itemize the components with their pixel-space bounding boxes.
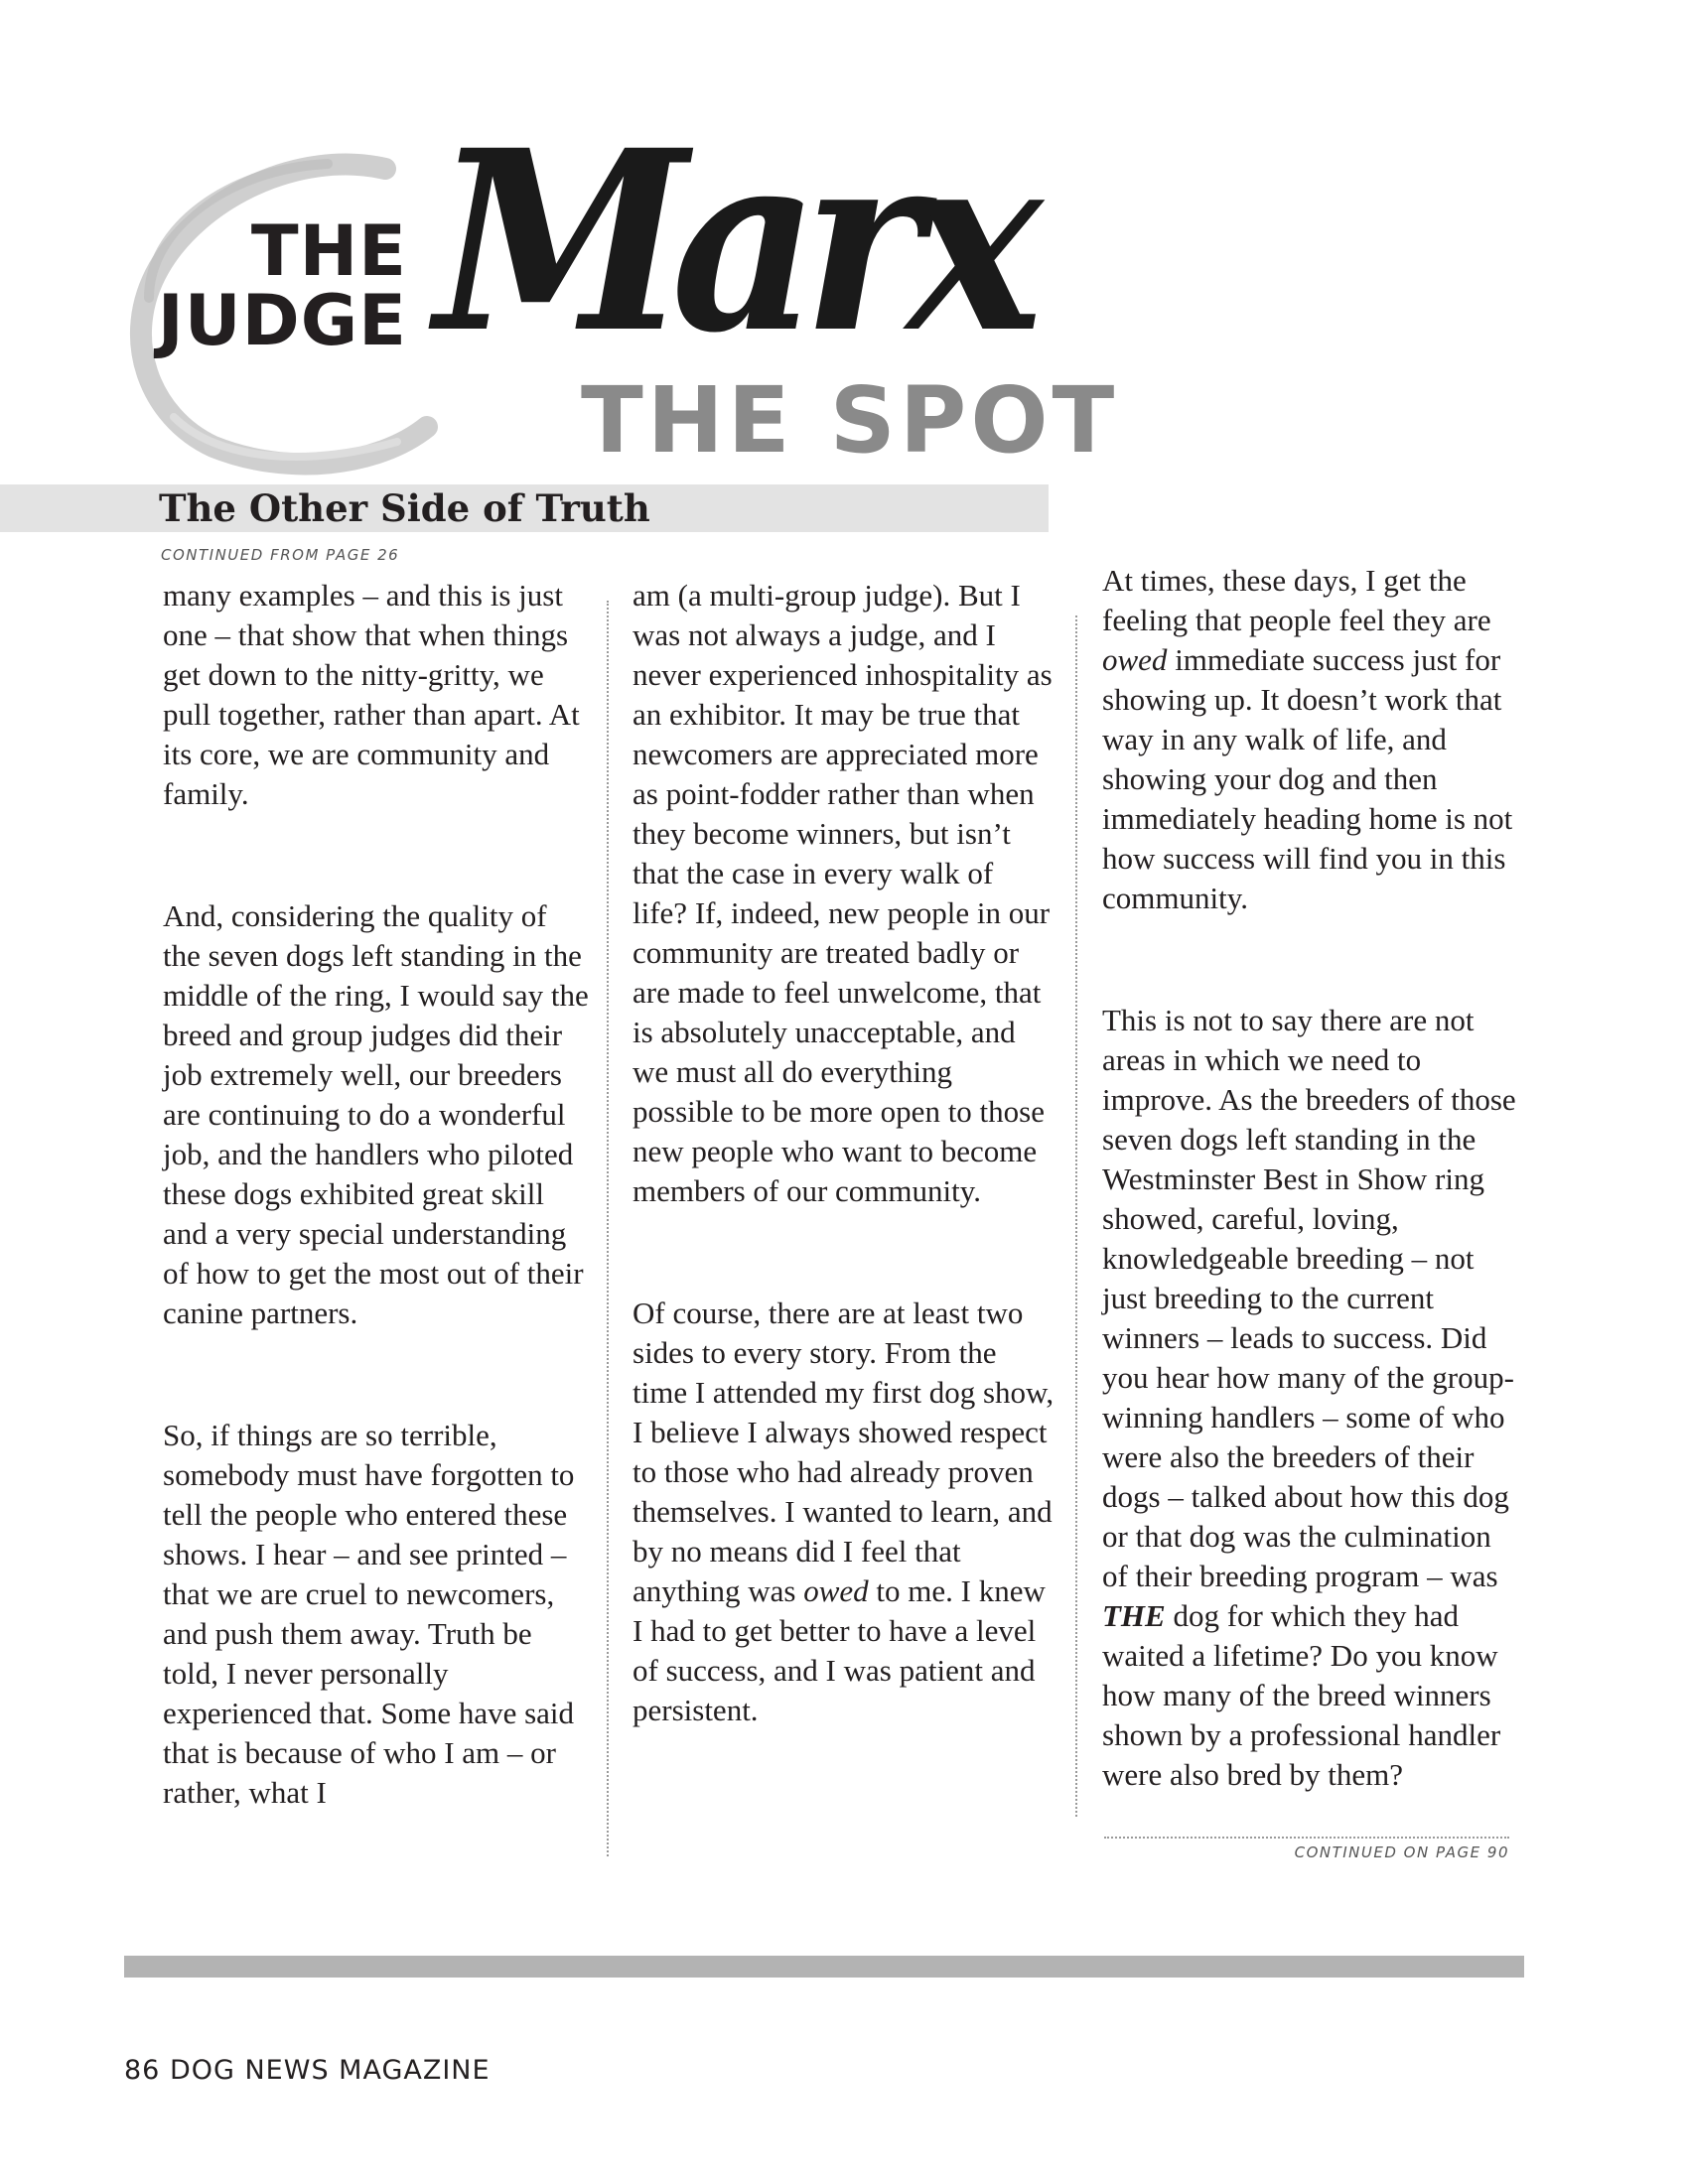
article-title: The Other Side of Truth — [159, 486, 650, 530]
emphasis-text: owed — [1102, 642, 1168, 677]
article-column-2 — [633, 576, 1055, 1730]
paragraph: many examples – and this is just one – that show that when things get down to the nitty-gritty, we pull together, rather than apart. At its core, we are community and family. — [163, 578, 580, 811]
paragraph-text: Of course, there are at least two sides to every story. From the time I attended my first dog show, I believe I always showed respect to those who had already proven themselves. I wanted to learn, and by no means did I feel that anything was — [633, 1296, 1055, 1608]
paragraph-text: immediate success just for showing up. It doesn’t work that way in any walk of life, and showing your dog and then immediately heading home is not how success will find you in this community. — [1102, 642, 1513, 915]
paragraph — [1102, 561, 1524, 918]
emphasis-text: THE — [1102, 1598, 1166, 1633]
logo-the-spot: THE SPOT — [581, 367, 1119, 474]
bottom-rule — [124, 1956, 1524, 1978]
paragraph-text: This is not to say there are not areas in which we need to improve. As the breeders of those seven dogs left standing in the Westminster Best in Show ring showed, careful, loving, knowledgeable breeding – not just breeding to the current winners – leads to success. Did you hear how many of the group-winning handlers – some of who were also the breeders of their dogs – talked about how this dog or that dog was the culmination of their breeding program – was — [1102, 1003, 1516, 1593]
continued-divider — [1104, 1837, 1509, 1839]
logo-marx-script: Marx — [435, 95, 1027, 387]
continued-from-note: CONTINUED FROM PAGE 26 — [161, 546, 400, 564]
paragraph-text: dog for which they had waited a lifetime? Do you know how many of the breed winners shown by a professional handler were also bred by them? — [1102, 1598, 1501, 1792]
emphasis-text: owed — [803, 1573, 869, 1608]
column-divider — [1075, 615, 1077, 1817]
article-column-1 — [163, 576, 590, 1813]
article-column-3 — [1102, 561, 1524, 1795]
logo-the: THE — [250, 210, 407, 292]
paragraph: am (a multi-group judge). But I was not always a judge, and I never experienced inhospitality as an exhibitor. It may be true that newcomers are appreciated more as point-fodder rather than when they become winners, but isn’t that the case in every walk of life? If, indeed, new people in our community are treated badly or are made to feel unwelcome, that is absolutely unacceptable, and we must all do everything possible to be more open to those new people who want to become members of our community. — [633, 578, 1053, 1208]
page-footer: 86 DOG NEWS MAGAZINE — [124, 2055, 491, 2086]
paragraph: So, if things are so terrible, somebody must have forgotten to tell the people who entered these shows. I hear – and see printed – that we are cruel to newcomers, and push them away. Truth be told, I never personally experienced that. Some have said that is because of who I am – or rather, what I — [163, 1418, 575, 1810]
paragraph — [1102, 1001, 1524, 1795]
paragraph — [633, 1294, 1055, 1730]
paragraph: And, considering the quality of the seven dogs left standing in the middle of the ring, I would say the breed and group judges did their job extremely well, our breeders are continuing to do a wonderful job, and the handlers who piloted these dogs exhibited great skill and a very special understanding of how to get the most out of their canine partners. — [163, 898, 589, 1330]
continued-on-note: CONTINUED ON PAGE 90 — [1294, 1843, 1509, 1861]
paragraph-text: to me. I knew I had to get better to have a level of success, and I was patient and persistent. — [633, 1573, 1046, 1727]
paragraph-text: At times, these days, I get the feeling that people feel they are — [1102, 563, 1491, 637]
column-divider — [607, 601, 609, 1856]
logo-judge: JUDGE — [157, 280, 407, 361]
